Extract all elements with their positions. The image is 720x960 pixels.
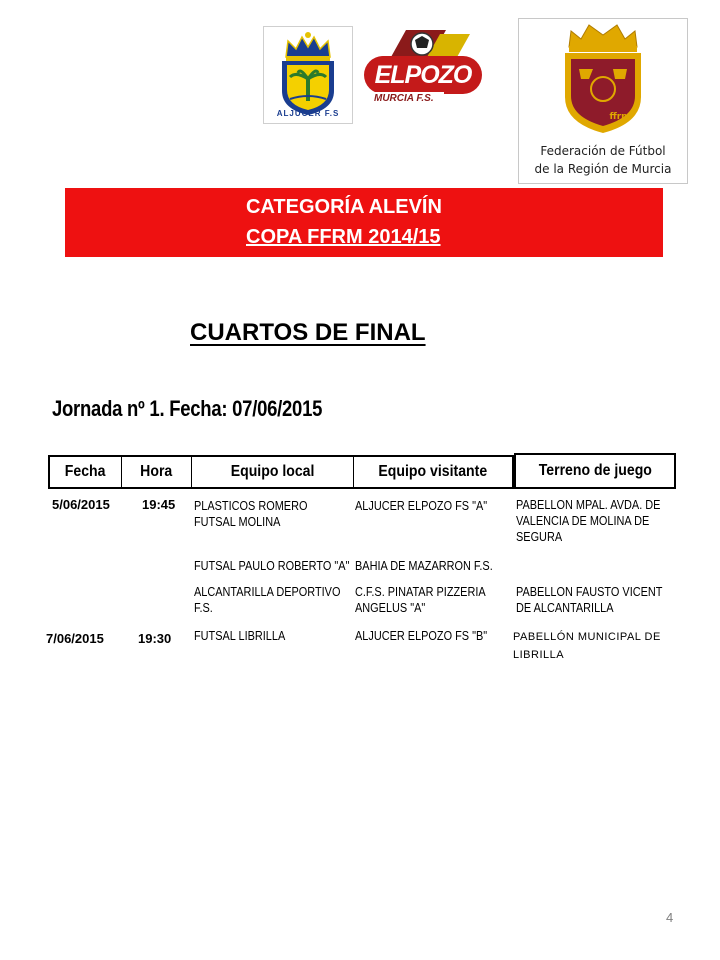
category-banner — [65, 188, 663, 257]
matchday-heading: Jornada nº 1. Fecha: 07/06/2015 — [52, 396, 323, 421]
round-title: CUARTOS DE FINAL — [190, 319, 426, 346]
row1-local: PLASTICOS ROMERO FUTSAL MOLINA — [194, 498, 308, 529]
elpozo-logo-sub: MURCIA F.S. — [374, 93, 434, 104]
row3-visitante: C.F.S. PINATAR PIZZERIA ANGELUS "A" — [355, 584, 486, 615]
table-header — [48, 455, 514, 489]
row2-visitante: BAHIA DE MAZARRON F.S. — [355, 558, 493, 573]
row2-local: FUTSAL PAULO ROBERTO "A" — [194, 558, 350, 573]
row4-visitante: ALJUCER ELPOZO FS "B" — [355, 628, 488, 643]
ffrm-logo — [518, 18, 688, 184]
header-hora: Hora — [122, 457, 192, 487]
elpozo-logo-name: ELPOZO — [374, 61, 472, 89]
ffrm-mark: ffrm — [609, 112, 631, 122]
category-title: CATEGORÍA ALEVÍN — [246, 196, 442, 218]
header-fecha: Fecha — [50, 457, 122, 487]
aljucer-logo-text: ALJUCER F.S — [276, 109, 340, 118]
row4-fecha: 7/06/2015 — [46, 631, 104, 646]
competition-title: COPA FFRM 2014/15 — [246, 226, 441, 248]
header-equipo-visitante: Equipo visitante — [378, 463, 488, 480]
ffrm-line2: de la Región de Murcia — [534, 162, 672, 176]
row1-fecha: 5/06/2015 — [52, 497, 110, 512]
elpozo-logo — [360, 26, 488, 116]
row1-hora: 19:45 — [142, 497, 176, 512]
aljucer-logo — [263, 26, 353, 124]
header-equipo-local: Equipo local — [192, 457, 354, 487]
row3-local: ALCANTARILLA DEPORTIVO F.S. — [194, 584, 341, 615]
row4-terreno: PABELLÓN MUNICIPAL DE LIBRILLA — [513, 631, 661, 661]
page-number: 4 — [666, 910, 674, 925]
header-terreno: Terreno de juego — [514, 453, 676, 489]
ffrm-line1: Federación de Fútbol — [540, 144, 666, 158]
row4-local: FUTSAL LIBRILLA — [194, 628, 286, 643]
row1-terreno: PABELLON MPAL. AVDA. DE VALENCIA DE MOLINA DE SEGURA — [516, 497, 661, 544]
row3-terreno: PABELLON FAUSTO VICENT DE ALCANTARILLA — [516, 584, 663, 615]
row1-visitante: ALJUCER ELPOZO FS "A" — [355, 498, 488, 513]
ffrm-crest-icon — [519, 19, 687, 139]
row4-hora: 19:30 — [138, 631, 172, 646]
